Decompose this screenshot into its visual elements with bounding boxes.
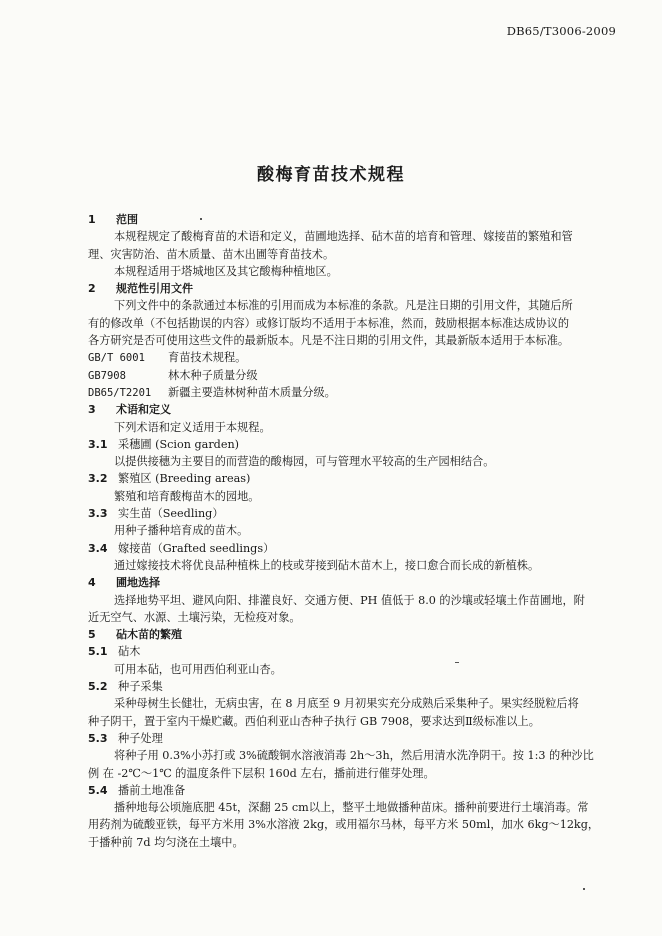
scan-speck [200, 218, 202, 220]
section-title: 范围 [116, 213, 138, 226]
term-number: 3.1 [88, 437, 108, 451]
scan-speck [583, 888, 585, 890]
reference-name: 林木种子质量分级 [168, 368, 258, 382]
paragraph: 将种子用 0.3%小苏打或 3%硫酸铜水溶液消毒 2h～3h，然后用清水洗净阴干。按 1:3 的种沙比 [114, 749, 594, 763]
subsection-5-4 [88, 782, 596, 799]
paragraph: 采种母树生长健壮，无病虫害，在 8 月底至 9 月初果实充分成熟后采集种子。果实经脱粒后将 [114, 697, 579, 711]
term-definition: 繁殖和培育酸梅苗木的园地。 [114, 489, 260, 503]
term-title: 采穗圃 (Scion garden) [118, 437, 240, 451]
paragraph: 种子阴干，置于室内干燥贮藏。西伯利亚山杏种子执行 GB 7908，要求达到Ⅱ级标准以上。 [88, 714, 540, 728]
subsection-number: 5.4 [88, 783, 108, 797]
paragraph: 理、灾害防治、苗木质量、苗木出圃等育苗技术。 [88, 247, 335, 261]
subsection-title: 砧木 [118, 645, 141, 659]
term-title: 繁殖区 (Breeding areas) [118, 472, 251, 486]
reference-item [88, 367, 596, 384]
standard-code: DB65/T3006-2009 [506, 24, 616, 38]
subsection-5-2 [88, 678, 596, 695]
section-1-heading [88, 211, 596, 228]
paragraph: 于播种前 7d 均匀浇在土壤中。 [88, 835, 244, 849]
section-number: 5 [88, 628, 96, 642]
document-title: 酸梅育苗技术规程 [257, 165, 405, 185]
reference-name: 育苗技术规程。 [168, 351, 247, 365]
scan-speck [455, 662, 459, 663]
paragraph: 用药剂为硫酸亚铁，每平方米用 3%水溶液 2kg，或用福尔马林，每平方米 50ml，加水 6kg～12kg， [88, 818, 600, 832]
section-number: 2 [88, 282, 96, 296]
paragraph: 选择地势平坦、避风向阳、排灌良好、交通方便、PH 值低于 8.0 的沙壤或轻壤土作苗圃地，附 [114, 593, 585, 607]
term-definition: 以提供接穗为主要目的而营造的酸梅园，可与管理水平较高的生产园相结合。 [114, 455, 495, 469]
term-3-3 [88, 505, 596, 522]
section-number: 3 [88, 403, 96, 417]
subsection-number: 5.1 [88, 645, 108, 659]
section-3-heading [88, 401, 596, 418]
reference-name: 新疆主要造林树种苗木质量分级。 [168, 385, 336, 399]
reference-code: GB7908 [88, 369, 126, 382]
term-title: 实生苗（Seedling） [118, 507, 224, 521]
term-definition: 用种子播种培育成的苗木。 [114, 524, 249, 538]
term-number: 3.4 [88, 541, 108, 555]
reference-code: GB/T 6001 [88, 352, 145, 365]
reference-item [88, 384, 596, 401]
reference-item [88, 349, 596, 366]
term-3-1 [88, 436, 596, 453]
section-4-heading [88, 574, 596, 591]
subsection-5-3 [88, 730, 596, 747]
section-title: 圃地选择 [116, 576, 160, 590]
term-title: 嫁接苗（Grafted seedlings） [118, 541, 275, 555]
subsection-number: 5.3 [88, 731, 108, 745]
paragraph: 下列术语和定义适用于本规程。 [114, 420, 271, 434]
section-5-heading [88, 626, 596, 643]
paragraph: 播种地每公顷施底肥 45t，深翻 25 cm以上，整平土地做播种苗床。播种前要进行土壤消毒。常 [114, 801, 589, 815]
section-number: 4 [88, 576, 96, 590]
subsection-title: 种子采集 [118, 680, 163, 694]
subsection-5-1 [88, 643, 596, 660]
paragraph: 例 在 -2℃～1℃ 的温度条件下层积 160d 左右，播前进行催芽处理。 [88, 766, 435, 780]
section-title: 术语和定义 [116, 403, 171, 417]
reference-code: DB65/T2201 [88, 386, 152, 399]
section-2-heading [88, 280, 596, 297]
paragraph: 本规程规定了酸梅育苗的术语和定义，苗圃地选择、砧木苗的培育和管理、嫁接苗的繁殖和管 [114, 230, 573, 244]
term-3-2 [88, 470, 596, 487]
term-number: 3.2 [88, 472, 108, 486]
subsection-title: 播前土地准备 [118, 783, 186, 797]
paragraph: 可用本砧，也可用西伯利亚山杏。 [114, 662, 282, 676]
paragraph: 有的修改单（不包括勘误的内容）或修订版均不适用于本标准，然而，鼓励根据本标准达成协议的 [88, 316, 570, 330]
term-3-4 [88, 540, 596, 557]
section-title: 砧木苗的繁殖 [116, 628, 182, 642]
paragraph: 各方研究是否可使用这些文件的最新版本。凡是不注日期的引用文件，其最新版本适用于本标准。 [88, 334, 570, 348]
section-number: 1 [88, 213, 96, 226]
document-body [88, 211, 600, 851]
section-title: 规范性引用文件 [116, 282, 193, 296]
term-definition: 通过嫁接技术将优良品种植株上的枝或芽接到砧木苗木上，接口愈合而长成的新植株。 [114, 558, 540, 572]
paragraph: 本规程适用于塔城地区及其它酸梅种植地区。 [114, 264, 338, 278]
subsection-number: 5.2 [88, 680, 108, 694]
paragraph: 近无空气、水源、土壤污染，无检疫对象。 [88, 610, 301, 624]
paragraph: 下列文件中的条款通过本标准的引用而成为本标准的条款。凡是注日期的引用文件，其随后所 [114, 299, 573, 313]
subsection-title: 种子处理 [118, 731, 163, 745]
term-number: 3.3 [88, 507, 108, 521]
